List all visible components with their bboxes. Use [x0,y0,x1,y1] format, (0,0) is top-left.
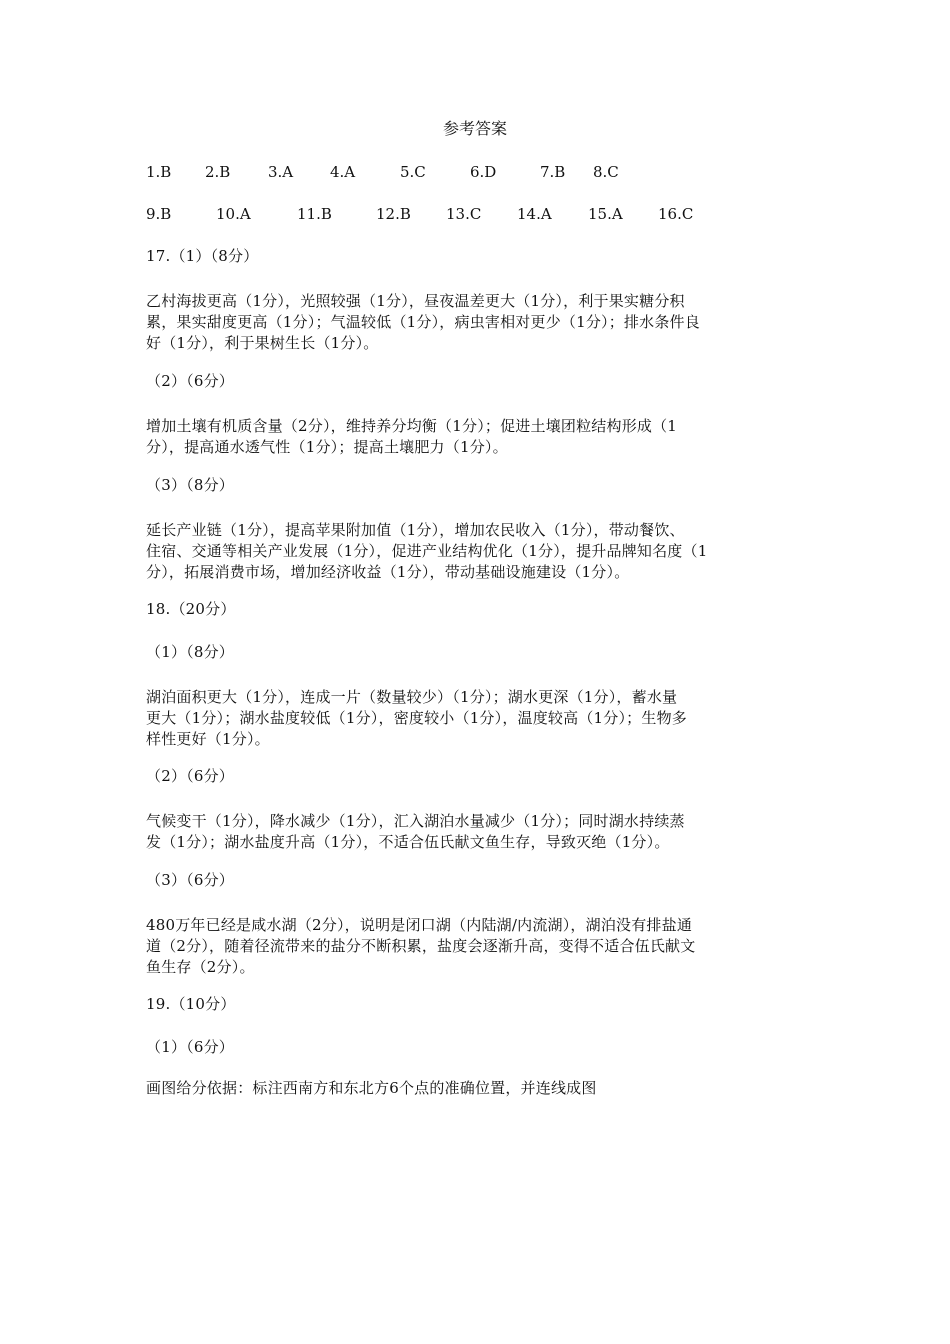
mc-answer: 12.B [376,205,411,223]
mc-answer: 10.A [216,205,251,223]
q17-1-answer-line: 累，果实甜度更高（1分）；气温较低（1分），病虫害相对更少（1分）；排水条件良 [146,313,700,331]
q17-heading: 17.（1）（8分） [146,247,259,265]
q17-2-heading: （2）（6分） [146,372,234,390]
mc-answer: 15.A [588,205,623,223]
q18-3-heading: （3）（6分） [146,871,234,889]
q17-3-answer-line: 住宿、交通等相关产业发展（1分），促进产业结构优化（1分），提升品牌知名度（1 [146,542,708,560]
mc-answer: 8.C [593,163,619,181]
q18-3-answer-line: 鱼生存（2分）。 [146,958,255,976]
mc-answer: 14.A [517,205,552,223]
q17-3-heading: （3）（8分） [146,476,234,494]
q18-2-answer-line: 气候变干（1分），降水减少（1分），汇入湖泊水量减少（1分）；同时湖水持续蒸 [146,812,685,830]
q19-1-heading: （1）（6分） [146,1038,234,1056]
mc-answer: 13.C [446,205,482,223]
mc-answer: 9.B [146,205,172,223]
mc-answer: 1.B [146,163,172,181]
q18-heading: 18.（20分） [146,600,236,618]
mc-answer: 7.B [540,163,566,181]
q17-3-answer-line: 分），拓展消费市场，增加经济收益（1分），带动基础设施建设（1分）。 [146,563,630,581]
q18-3-answer-line: 道（2分），随着径流带来的盐分不断积累，盐度会逐渐升高，变得不适合伍氏献文 [146,937,696,955]
mc-answer: 4.A [330,163,356,181]
mc-answer: 5.C [400,163,426,181]
q18-1-answer-line: 湖泊面积更大（1分），连成一片（数量较少）（1分）；湖水更深（1分），蓄水量 [146,688,678,706]
q18-2-answer-line: 发（1分）；湖水盐度升高（1分），不适合伍氏献文鱼生存，导致灭绝（1分）。 [146,833,670,851]
mc-answer: 2.B [205,163,231,181]
q17-3-answer-line: 延长产业链（1分），提高苹果附加值（1分），增加农民收入（1分），带动餐饮、 [146,521,685,539]
q19-1-answer-line: 画图给分依据：标注西南方和东北方6个点的准确位置，并连线成图 [146,1079,597,1097]
q18-1-answer-line: 更大（1分）；湖水盐度较低（1分），密度较小（1分），温度较高（1分）；生物多 [146,709,687,727]
q17-1-answer-line: 好（1分），利于果树生长（1分）。 [146,334,379,352]
q18-1-heading: （1）（8分） [146,643,234,661]
q17-2-answer-line: 增加土壤有机质含量（2分），维持养分均衡（1分）；促进土壤团粒结构形成（1 [146,417,678,435]
q17-2-answer-line: 分），提高通水透气性（1分）；提高土壤肥力（1分）。 [146,438,508,456]
q19-heading: 19.（10分） [146,995,236,1013]
q18-2-heading: （2）（6分） [146,767,234,785]
q17-1-answer-line: 乙村海拔更高（1分），光照较强（1分），昼夜温差更大（1分），利于果实糖分积 [146,292,685,310]
page-title: 参考答案 [442,119,507,138]
mc-answer: 6.D [470,163,497,181]
q18-3-answer-line: 480万年已经是咸水湖（2分），说明是闭口湖（内陆湖/内流湖），湖泊没有排盐通 [146,916,693,934]
q18-1-answer-line: 样性更好（1分）。 [146,730,270,748]
mc-answer: 16.C [658,205,694,223]
mc-answer: 11.B [297,205,332,223]
mc-answer: 3.A [268,163,294,181]
